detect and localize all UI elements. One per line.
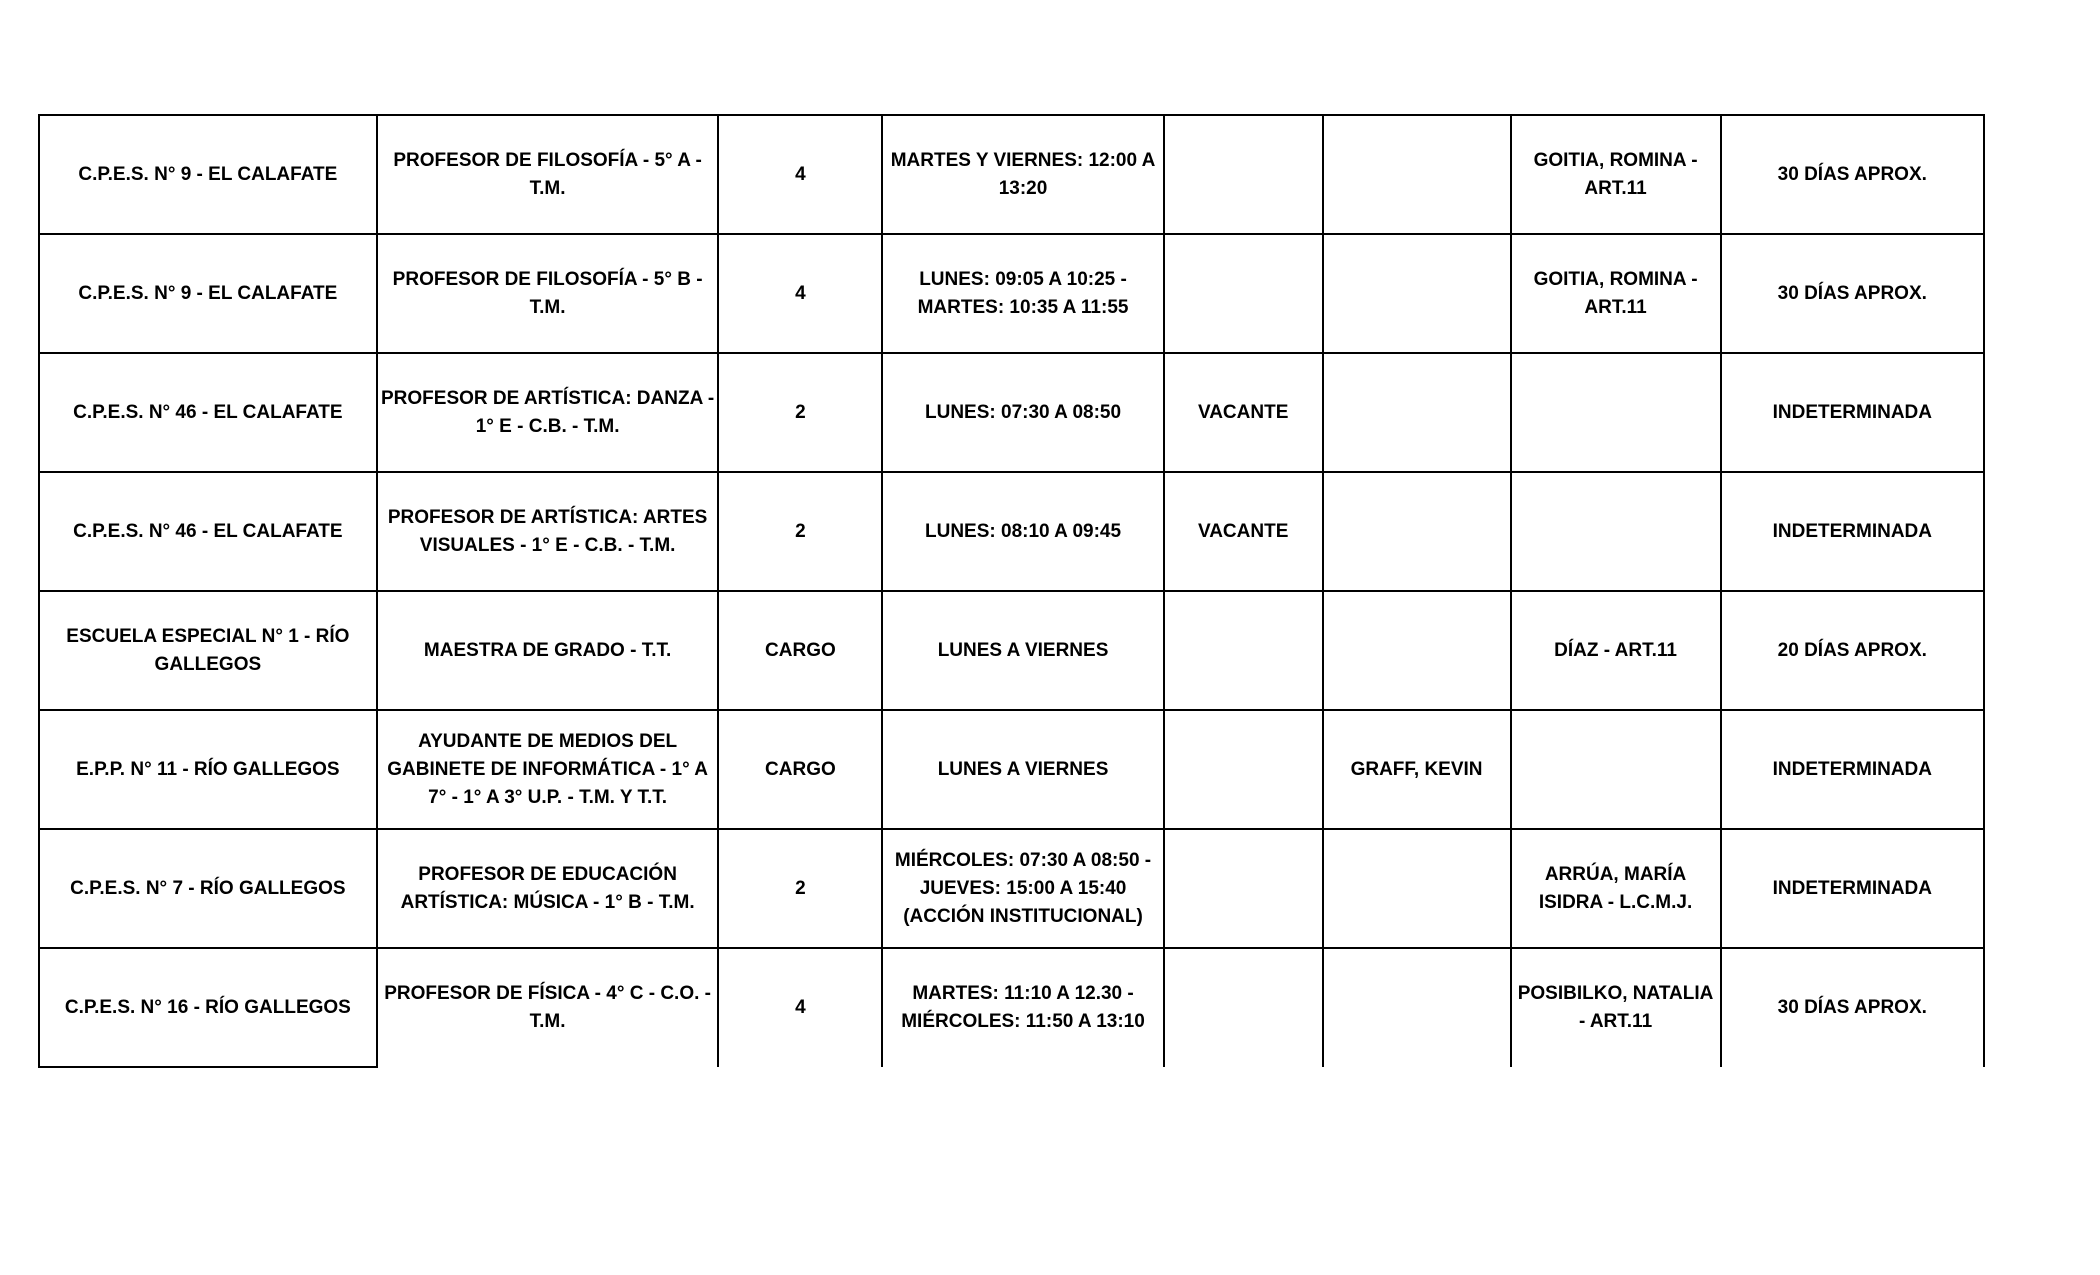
- vacancy-cell: [1164, 948, 1323, 1067]
- vacancy-cell: [1164, 115, 1323, 234]
- school-cell: C.P.E.S. N° 9 - EL CALAFATE: [39, 234, 377, 353]
- replaces-cell: GOITIA, ROMINA - ART.11: [1511, 115, 1721, 234]
- table-row: [39, 829, 1984, 948]
- duration-cell: INDETERMINADA: [1721, 353, 1984, 472]
- position-cell: MAESTRA DE GRADO - T.T.: [377, 591, 719, 710]
- hours-cell: 4: [718, 234, 882, 353]
- table-row: [39, 115, 1984, 234]
- hours-cell: 2: [718, 353, 882, 472]
- table-row: [39, 948, 1984, 1067]
- table-row: [39, 710, 1984, 829]
- schedule-cell: LUNES: 08:10 A 09:45: [882, 472, 1163, 591]
- designated-cell: [1323, 948, 1511, 1067]
- hours-cell: 4: [718, 115, 882, 234]
- vacancy-cell: [1164, 710, 1323, 829]
- school-cell: C.P.E.S. N° 9 - EL CALAFATE: [39, 115, 377, 234]
- position-cell: PROFESOR DE ARTÍSTICA: DANZA - 1° E - C.B. - T.M.: [377, 353, 719, 472]
- duration-cell: INDETERMINADA: [1721, 829, 1984, 948]
- replaces-cell: GOITIA, ROMINA - ART.11: [1511, 234, 1721, 353]
- table-row: [39, 353, 1984, 472]
- replaces-cell: [1511, 472, 1721, 591]
- table-row: [39, 234, 1984, 353]
- position-cell: PROFESOR DE FILOSOFÍA - 5° A - T.M.: [377, 115, 719, 234]
- designated-cell: [1323, 591, 1511, 710]
- duration-cell: INDETERMINADA: [1721, 710, 1984, 829]
- replaces-cell: [1511, 710, 1721, 829]
- vacancy-cell: [1164, 234, 1323, 353]
- hours-cell: CARGO: [718, 710, 882, 829]
- school-cell: C.P.E.S. N° 7 - RÍO GALLEGOS: [39, 829, 377, 948]
- schedule-cell: LUNES: 09:05 A 10:25 - MARTES: 10:35 A 11:55: [882, 234, 1163, 353]
- school-cell: ESCUELA ESPECIAL N° 1 - RÍO GALLEGOS: [39, 591, 377, 710]
- duration-cell: INDETERMINADA: [1721, 472, 1984, 591]
- vacancy-cell: [1164, 591, 1323, 710]
- schedule-cell: LUNES A VIERNES: [882, 591, 1163, 710]
- school-cell: C.P.E.S. N° 46 - EL CALAFATE: [39, 353, 377, 472]
- vacancy-cell: VACANTE: [1164, 472, 1323, 591]
- replaces-cell: POSIBILKO, NATALIA - ART.11: [1511, 948, 1721, 1067]
- position-cell: PROFESOR DE FÍSICA - 4° C - C.O. - T.M.: [377, 948, 719, 1067]
- position-cell: PROFESOR DE EDUCACIÓN ARTÍSTICA: MÚSICA - 1° B - T.M.: [377, 829, 719, 948]
- school-cell: C.P.E.S. N° 46 - EL CALAFATE: [39, 472, 377, 591]
- vacancies-table: [38, 114, 1985, 1068]
- position-cell: PROFESOR DE FILOSOFÍA - 5° B - T.M.: [377, 234, 719, 353]
- schedule-cell: MIÉRCOLES: 07:30 A 08:50 - JUEVES: 15:00 A 15:40 (ACCIÓN INSTITUCIONAL): [882, 829, 1163, 948]
- table-row: [39, 591, 1984, 710]
- replaces-cell: ARRÚA, MARÍA ISIDRA - L.C.M.J.: [1511, 829, 1721, 948]
- schedule-cell: MARTES: 11:10 A 12.30 - MIÉRCOLES: 11:50 A 13:10: [882, 948, 1163, 1067]
- vacancies-sheet: [38, 114, 1985, 1067]
- schedule-cell: MARTES Y VIERNES: 12:00 A 13:20: [882, 115, 1163, 234]
- designated-cell: [1323, 829, 1511, 948]
- replaces-cell: DÍAZ - ART.11: [1511, 591, 1721, 710]
- hours-cell: 4: [718, 948, 882, 1067]
- table-row: [39, 472, 1984, 591]
- duration-cell: 30 DÍAS APROX.: [1721, 948, 1984, 1067]
- duration-cell: 30 DÍAS APROX.: [1721, 234, 1984, 353]
- hours-cell: 2: [718, 472, 882, 591]
- designated-cell: [1323, 353, 1511, 472]
- position-cell: AYUDANTE DE MEDIOS DEL GABINETE DE INFORMÁTICA - 1° A 7° - 1° A 3° U.P. - T.M. Y T.T.: [377, 710, 719, 829]
- designated-cell: [1323, 472, 1511, 591]
- vacancy-cell: [1164, 829, 1323, 948]
- duration-cell: 20 DÍAS APROX.: [1721, 591, 1984, 710]
- designated-cell: GRAFF, KEVIN: [1323, 710, 1511, 829]
- school-cell: C.P.E.S. N° 16 - RÍO GALLEGOS: [39, 948, 377, 1067]
- schedule-cell: LUNES: 07:30 A 08:50: [882, 353, 1163, 472]
- position-cell: PROFESOR DE ARTÍSTICA: ARTES VISUALES - 1° E - C.B. - T.M.: [377, 472, 719, 591]
- school-cell: E.P.P. N° 11 - RÍO GALLEGOS: [39, 710, 377, 829]
- designated-cell: [1323, 115, 1511, 234]
- duration-cell: 30 DÍAS APROX.: [1721, 115, 1984, 234]
- hours-cell: CARGO: [718, 591, 882, 710]
- vacancy-cell: VACANTE: [1164, 353, 1323, 472]
- hours-cell: 2: [718, 829, 882, 948]
- schedule-cell: LUNES A VIERNES: [882, 710, 1163, 829]
- designated-cell: [1323, 234, 1511, 353]
- replaces-cell: [1511, 353, 1721, 472]
